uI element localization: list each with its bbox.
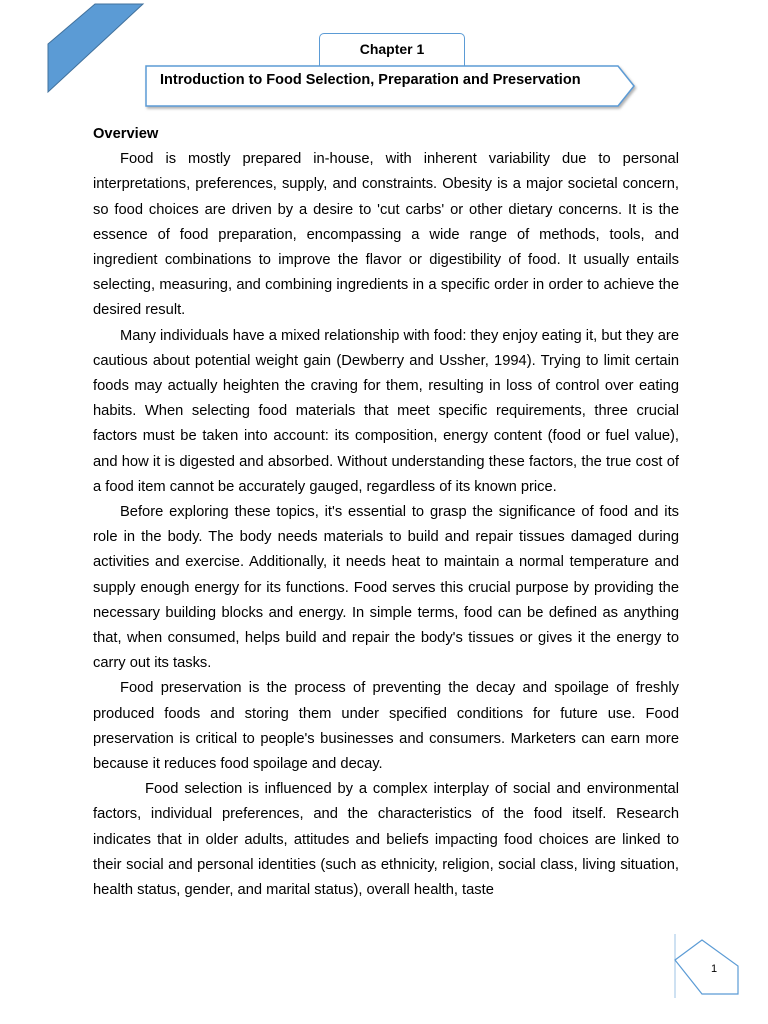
paragraph: Food preservation is the process of preventing the decay and spoilage of freshly produced foods and storing them under specified conditions for future use. Food preservation is critical to people's businesses and consumers. Marketers can earn more because it reduces food spoilage and decay. xyxy=(93,680,679,773)
paragraph: Many individuals have a mixed relationship with food: they enjoy eating it, but they are cautious about potential weight gain (Dewberry and Ussher, 1994). Trying to limit certain foods may actually heighten the craving for them, resulting in loss of control over eating habits. When selecting food materials that meet specific requirements, three crucial factors must be taken into account: its composition, energy content (food or fuel value), and how it is digested and absorbed. Without understanding these factors, the true cost of a food item cannot be accurately gauged, regardless of its known price. xyxy=(93,327,679,495)
corner-decoration xyxy=(0,0,150,100)
chapter-title: Introduction to Food Selection, Preparation and Preservation xyxy=(160,72,581,88)
section-heading: Overview xyxy=(93,126,159,142)
page-number: 1 xyxy=(710,963,718,975)
document-body xyxy=(93,122,679,903)
chapter-label: Chapter 1 xyxy=(319,33,465,67)
paragraph: Food is mostly prepared in-house, with inherent variability due to personal interpretations, preferences, supply, and constraints. Obesity is a major societal concern, so food choices are driven by a desire to 'cut carbs' or other dietary concerns. It is the essence of food preparation, encompassing a wide range of methods, tools, and ingredient combinations to improve the flavor or digestibility of food. It usually entails selecting, measuring, and combining ingredients in a specific order in order to achieve the desired result. xyxy=(93,151,679,319)
paragraph: Food selection is influenced by a complex interplay of social and environmental factors, individual preferences, and the characteristics of the food itself. Research indicates that in older adults, attitudes and beliefs impacting food choices are linked to their social and personal identities (such as ethnicity, religion, social class, living situation, health status, gender, and marital status), overall health, taste xyxy=(93,781,679,899)
paragraph: Before exploring these topics, it's essential to grasp the significance of food and its role in the body. The body needs materials to build and repair tissues damaged during activities and exercise. Additionally, it needs heat to maintain a normal temperature and supply enough energy for its functions. Food serves this crucial purpose by providing the necessary building blocks and energy. In simple terms, food can be defined as anything that, when consumed, helps build and repair the body's tissues or gives it the energy to carry out its tasks. xyxy=(93,504,679,672)
